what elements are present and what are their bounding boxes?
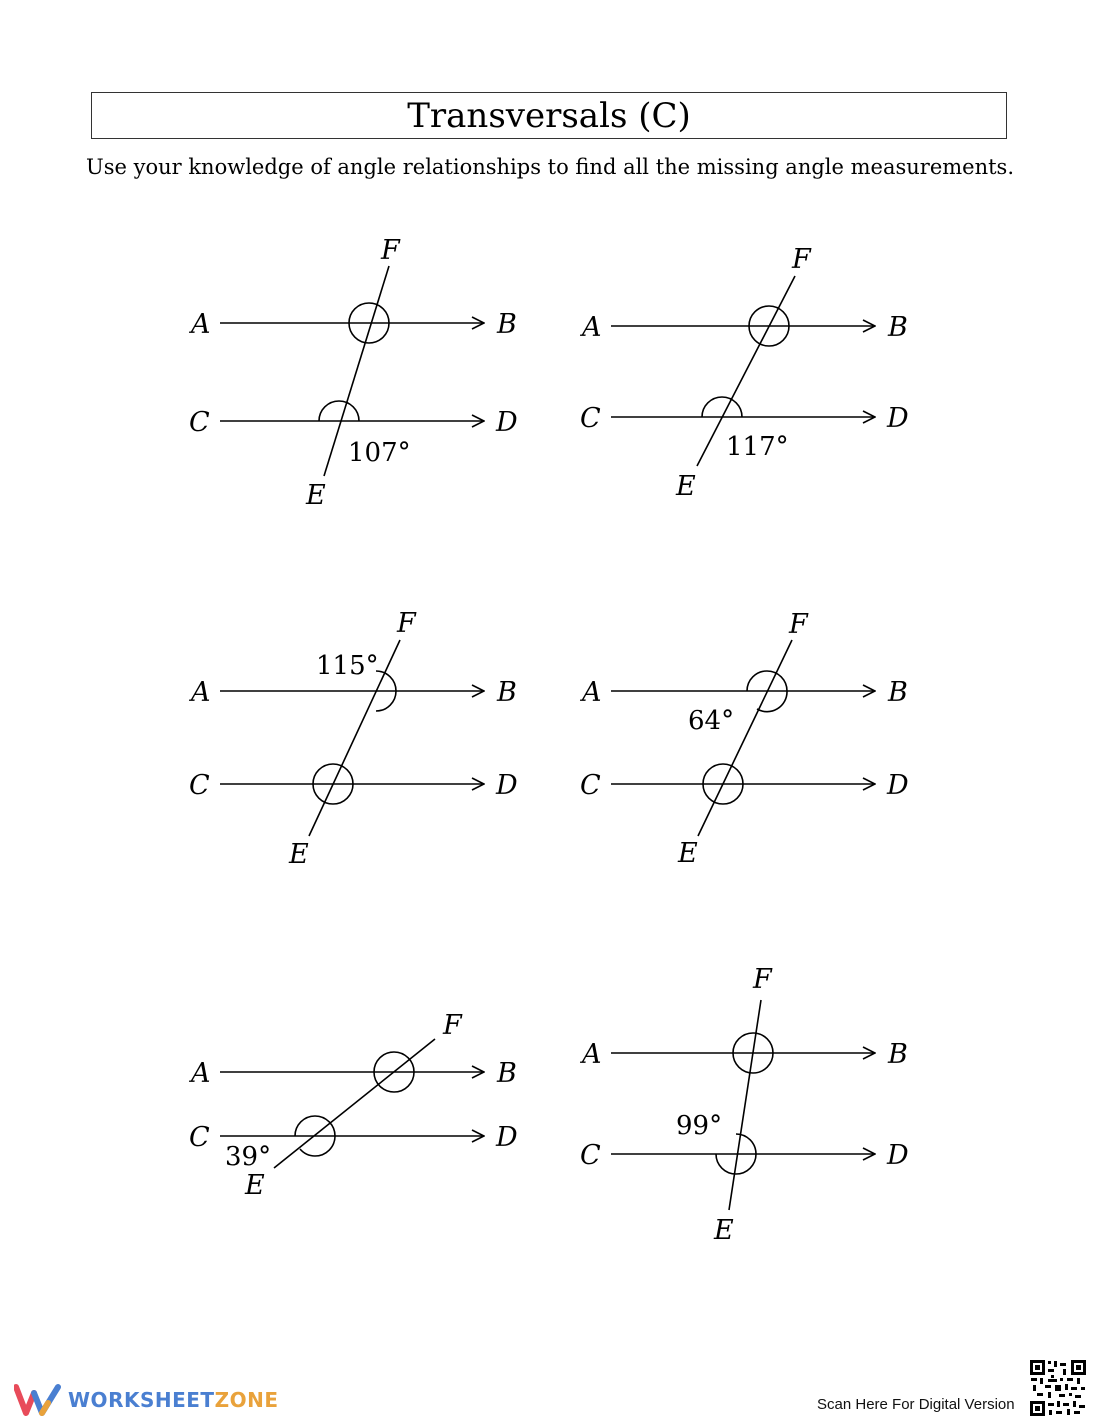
label-c: C	[189, 1122, 210, 1153]
label-c: C	[580, 1140, 601, 1171]
label-b: B	[888, 677, 908, 708]
label-b: B	[888, 312, 908, 343]
transversal	[729, 1000, 761, 1210]
page-title: Transversals (C)	[407, 95, 691, 136]
transversal	[274, 1039, 435, 1168]
given-angle: 107°	[348, 438, 411, 468]
label-e: E	[306, 480, 326, 511]
label-f: F	[792, 244, 811, 275]
label-c: C	[580, 770, 601, 801]
label-f: F	[443, 1010, 462, 1041]
label-a: A	[582, 677, 602, 708]
label-e: E	[245, 1170, 265, 1201]
label-c: C	[189, 407, 210, 438]
label-a: A	[191, 677, 211, 708]
problem-6	[611, 1000, 875, 1210]
given-angle: 117°	[726, 432, 789, 462]
angle-mark	[702, 397, 742, 417]
label-f: F	[397, 608, 416, 639]
label-c: C	[580, 403, 601, 434]
label-d: D	[887, 1140, 909, 1171]
label-b: B	[888, 1039, 908, 1070]
label-b: B	[497, 1058, 517, 1089]
instructions: Use your knowledge of angle relationships to find all the missing angle measurements.	[86, 155, 1014, 179]
label-b: B	[497, 309, 517, 340]
given-angle: 39°	[225, 1142, 272, 1172]
label-e: E	[676, 471, 696, 502]
given-angle: 115°	[316, 651, 379, 681]
label-d: D	[496, 1122, 518, 1153]
label-a: A	[582, 1039, 602, 1070]
transversal	[698, 640, 792, 836]
label-a: A	[191, 1058, 211, 1089]
label-c: C	[189, 770, 210, 801]
label-a: A	[191, 309, 211, 340]
given-angle: 99°	[676, 1111, 723, 1141]
qr-code-icon[interactable]	[1029, 1359, 1087, 1417]
label-e: E	[714, 1215, 734, 1246]
label-e: E	[289, 839, 309, 870]
brand-part1: WORKSHEET	[68, 1388, 215, 1412]
problem-4	[611, 640, 875, 836]
label-f: F	[381, 235, 400, 266]
label-d: D	[496, 770, 518, 801]
given-angle: 64°	[688, 706, 735, 736]
label-a: A	[582, 312, 602, 343]
label-e: E	[678, 838, 698, 869]
label-b: B	[497, 677, 517, 708]
label-d: D	[887, 770, 909, 801]
brand-part2: ZONE	[214, 1388, 279, 1412]
angle-mark	[319, 401, 359, 421]
brand-logo[interactable]	[14, 1383, 278, 1417]
label-d: D	[887, 403, 909, 434]
scan-text: Scan Here For Digital Version	[817, 1396, 1015, 1413]
worksheetzone-logo-icon	[14, 1383, 62, 1417]
label-f: F	[789, 609, 808, 640]
label-d: D	[496, 407, 518, 438]
brand-name	[68, 1388, 278, 1412]
label-f: F	[753, 964, 772, 995]
